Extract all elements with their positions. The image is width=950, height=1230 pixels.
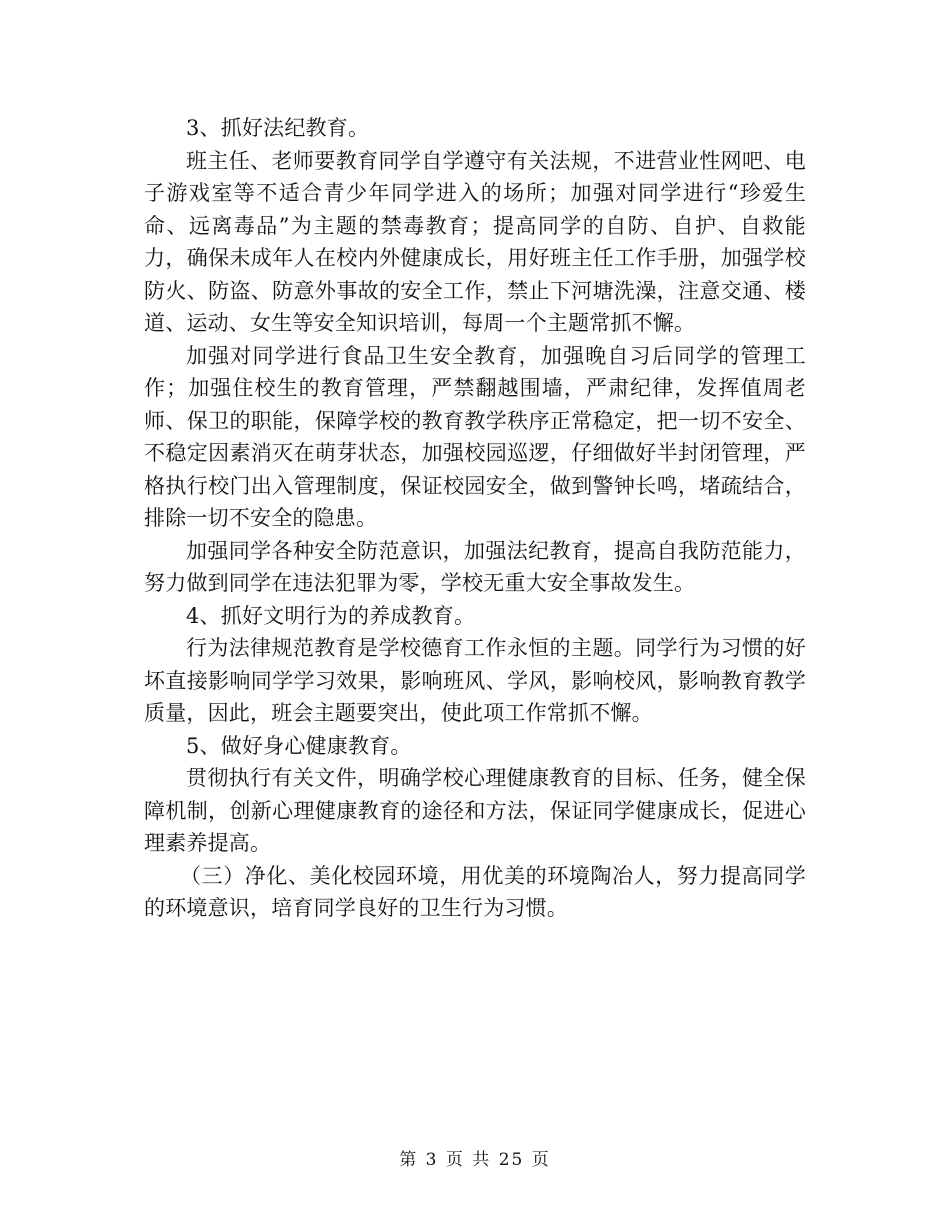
paragraph-legal-rules: 班主任、老师要教育同学自学遵守有关法规，不进营业性网吧、电子游戏室等不适合青少年同学进入的场所；加强对同学进行“珍爱生命、远离毒品”为主题的禁毒教育；提高同学的自防、自护、自救能力，确保未成年人在校内外健康成长，用好班主任工作手册，加强学校防火、防盗、防意外事故的安全工作，禁止下河塘洗澡，注意交通、楼道、运动、女生等安全知识培训，每周一个主题常抓不懈。: [144, 148, 806, 335]
paragraph-safety-awareness: 加强同学各种安全防范意识，加强法纪教育，提高自我防范能力，努力做到同学在违法犯罪为零，学校无重大安全事故发生。: [144, 538, 806, 595]
section-heading-mental-health: 5、做好身心健康教育。: [186, 733, 412, 758]
paragraph-mental-health: 贯彻执行有关文件，明确学校心理健康教育的目标、任务，健全保障机制，创新心理健康教育的途径和方法，保证同学健康成长，促进心理素养提高。: [144, 766, 806, 855]
section-heading-legal-education: 3、抓好法纪教育。: [186, 116, 370, 140]
paragraph-behavior-norms: 行为法律规范教育是学校德育工作永恒的主题。同学行为习惯的好坏直接影响同学学习效果，影响班风、学风，影响校风，影响教育教学质量，因此，班会主题要突出，使此项工作常抓不懈。: [144, 636, 806, 725]
section-heading-civilized-behavior: 4、抓好文明行为的养成教育。: [186, 603, 476, 628]
paragraph-food-safety: 加强对同学进行食品卫生安全教育，加强晚自习后同学的管理工作；加强住校生的教育管理，严禁翻越围墙，严肃纪律，发挥值周老师、保卫的职能，保障学校的教育教学秩序正常稳定，把一切不安全、不稳定因素消灭在萌芽状态，加强校园巡逻，仔细做好半封闭管理，严格执行校门出入管理制度，保证校园安全，做到警钟长鸣，堵疏结合，排除一切不安全的隐患。: [144, 343, 806, 530]
document-body: [144, 112, 806, 925]
paragraph-campus-environment: （三）净化、美化校园环境，用优美的环境陶冶人，努力提高同学的环境意识，培育同学良好的卫生行为习惯。: [144, 863, 806, 920]
page-number-footer: 第 3 页 共 25 页: [399, 1150, 551, 1170]
